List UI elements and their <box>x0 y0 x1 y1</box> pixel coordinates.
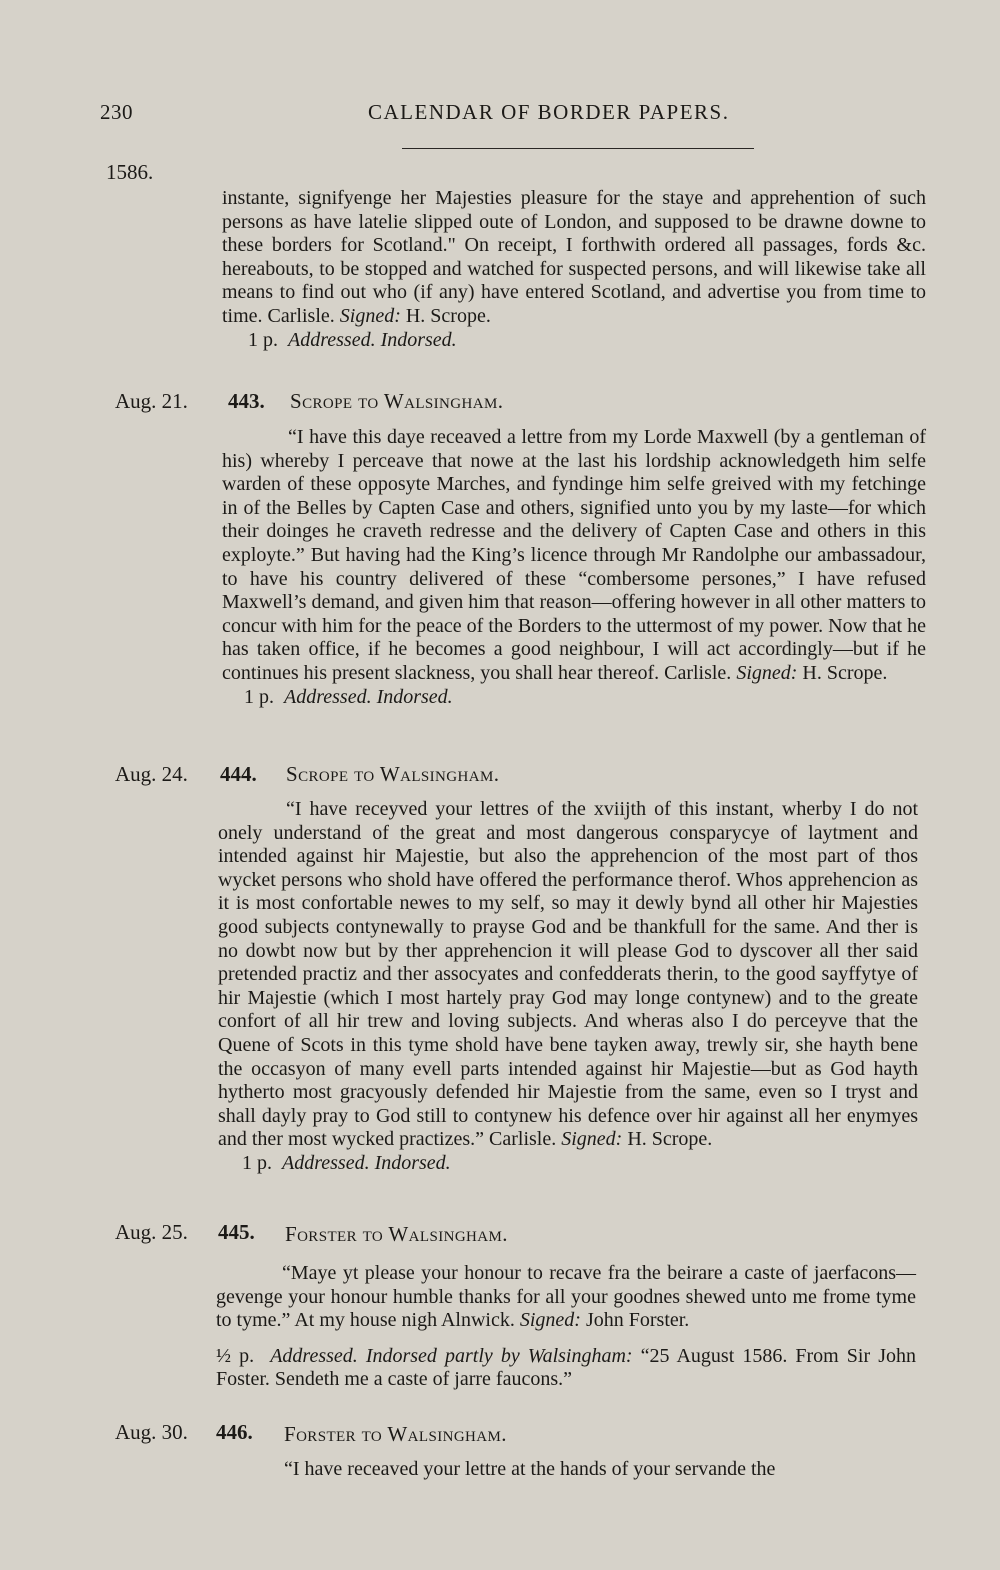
continuation-block <box>222 187 926 352</box>
signed-label: Signed: <box>561 1128 623 1151</box>
entry-body <box>218 798 918 1175</box>
letter-text: “I have this daye receaved a lettre from my Lorde Maxwell (by a gentleman of his) whereby I perceave that nowe at the last his lordship acknowledgeth him selfe warden of these opposyte Marches, and fyndinge him selfe greived with my fetchinge in of the Belles by Capten Case and others, signified unto you by my laste—for which their doinges he craveth redresse and the delivery of Capten Case and others in this exployte.” But having had the King’s licence through Mr Randolphe our ambassadour, to have his country delivered of these “combersome persones,” I have refused Maxwell’s demand, and given him that reason—offering however in all other matters to concur with him for the peace of the Borders to the uttermost of my power. Now that he has taken office, if he becomes a good neighbour, I will act accordingly—but if he continues his present slackness, you shall hear thereof. Carlisle. <box>222 426 926 684</box>
note-pages: 1 p. <box>248 328 278 351</box>
note-pages: 1 p. <box>244 685 274 708</box>
endnote <box>222 329 926 352</box>
entry-title: Scrope to Walsingham. <box>286 762 500 786</box>
continuation-text <box>222 187 926 329</box>
entry-date: Aug. 30. <box>115 1420 188 1444</box>
endnote <box>216 1345 916 1391</box>
entry-date: Aug. 25. <box>115 1220 188 1244</box>
note-pages: ½ p. <box>216 1344 255 1367</box>
entry-text <box>218 798 918 1152</box>
entry-text: “I have receaved your lettre at the hands of your servande the <box>284 1458 776 1480</box>
endnote <box>218 1152 918 1175</box>
continuation-body: instante, signifyenge her Majesties pleasure for the staye and apprehention of such persons as have latelie slipped oute of London, and supposed to be drawne downe to these borders for Scotland." On receipt, I forthwith ordered all passages, fords &c. hereabouts, to be stopped and watched for suspected persons, and will likewise take all means to find out who (if any) have entered Scotland, and advertise you from time to time. Carlisle. <box>222 187 926 327</box>
entry-date: Aug. 21. <box>115 389 188 413</box>
entry-text <box>222 426 926 686</box>
entry-number: 446. <box>216 1420 253 1444</box>
note-rest: Addressed. Indorsed partly by Walsingham: <box>270 1344 633 1367</box>
entry-text <box>216 1262 916 1333</box>
entry-number: 443. <box>228 389 265 413</box>
note-rest: Addressed. Indorsed. <box>288 328 457 351</box>
letter-text: “Maye yt please your honour to recave fra the beirare a caste of jaerfacons—gevenge your honour humble thanks for all your goodnes shewed unto me frome tyme to tyme.” At my house nigh Alnwick. <box>216 1262 916 1332</box>
signer: John Forster. <box>585 1309 690 1332</box>
note-rest: Addressed. Indorsed. <box>284 685 453 708</box>
entry-title: Scrope to Walsingham. <box>290 389 504 413</box>
page-number: 230 <box>100 100 133 124</box>
running-title: CALENDAR OF BORDER PAPERS. <box>368 100 730 124</box>
signed-label: Signed: <box>519 1309 581 1332</box>
entry-body <box>222 426 926 709</box>
signed-label: Signed: <box>736 661 798 684</box>
header-rule <box>402 148 754 149</box>
signer: H. Scrope. <box>405 304 491 327</box>
year-marker: 1586. <box>106 160 154 184</box>
signer: H. Scrope. <box>627 1128 713 1151</box>
note-quote: “25 August 1586. From Sir John Foster. Sendeth me a caste of jarre faucons.” <box>216 1344 916 1390</box>
entry-number: 445. <box>218 1220 255 1244</box>
letter-text: “I have receyved your lettres of the xviijth of this instant, wherby I do not onely understand of the great and most dangerous consparycye of laytment and intended against hir Majestie, but also the apprehencion of the most part of thos wycket persons who shold have offered the performance therof. Whos apprehencion as it is most confortable newes to my self, so may it dewly bynd all other hir Majesties good subjects contynewally to prayse God and be thankfull for the same. And ther is no dowbt now but by ther apprehencion it will please God to dyscover all ther said pretended practiz and ther assocyates and confedderats therin, to the good sayffytye of hir Majestie (which I most hartely pray God may longe contynew) and to the greate confort of all hir trew and loving subjects. And wheras also I do perceyve that the Quene of Scots in this tyme shold have bene tayken away, trewly sir, she hayth bene the occasyon of many evell parts intended against hir Majestie—but as God hayth hytherto most gracyously defended hir Majestie from the same, even so I tryst and shall dayly pray to God still to contynew his defence over hir against all her enymyes and ther most wycked practizes.” Carlisle. <box>218 798 918 1151</box>
entry-title: Forster to Walsingham. <box>284 1422 507 1446</box>
entry-title: Forster to Walsingham. <box>285 1222 508 1246</box>
signer: H. Scrope. <box>802 661 888 684</box>
entry-number: 444. <box>220 762 257 786</box>
note-rest: Addressed. Indorsed. <box>282 1151 451 1174</box>
entry-body <box>216 1458 916 1482</box>
note-pages: 1 p. <box>242 1151 272 1174</box>
signed-label: Signed: <box>339 304 401 327</box>
entry-date: Aug. 24. <box>115 762 188 786</box>
entry-body <box>216 1262 916 1391</box>
endnote <box>222 686 926 709</box>
